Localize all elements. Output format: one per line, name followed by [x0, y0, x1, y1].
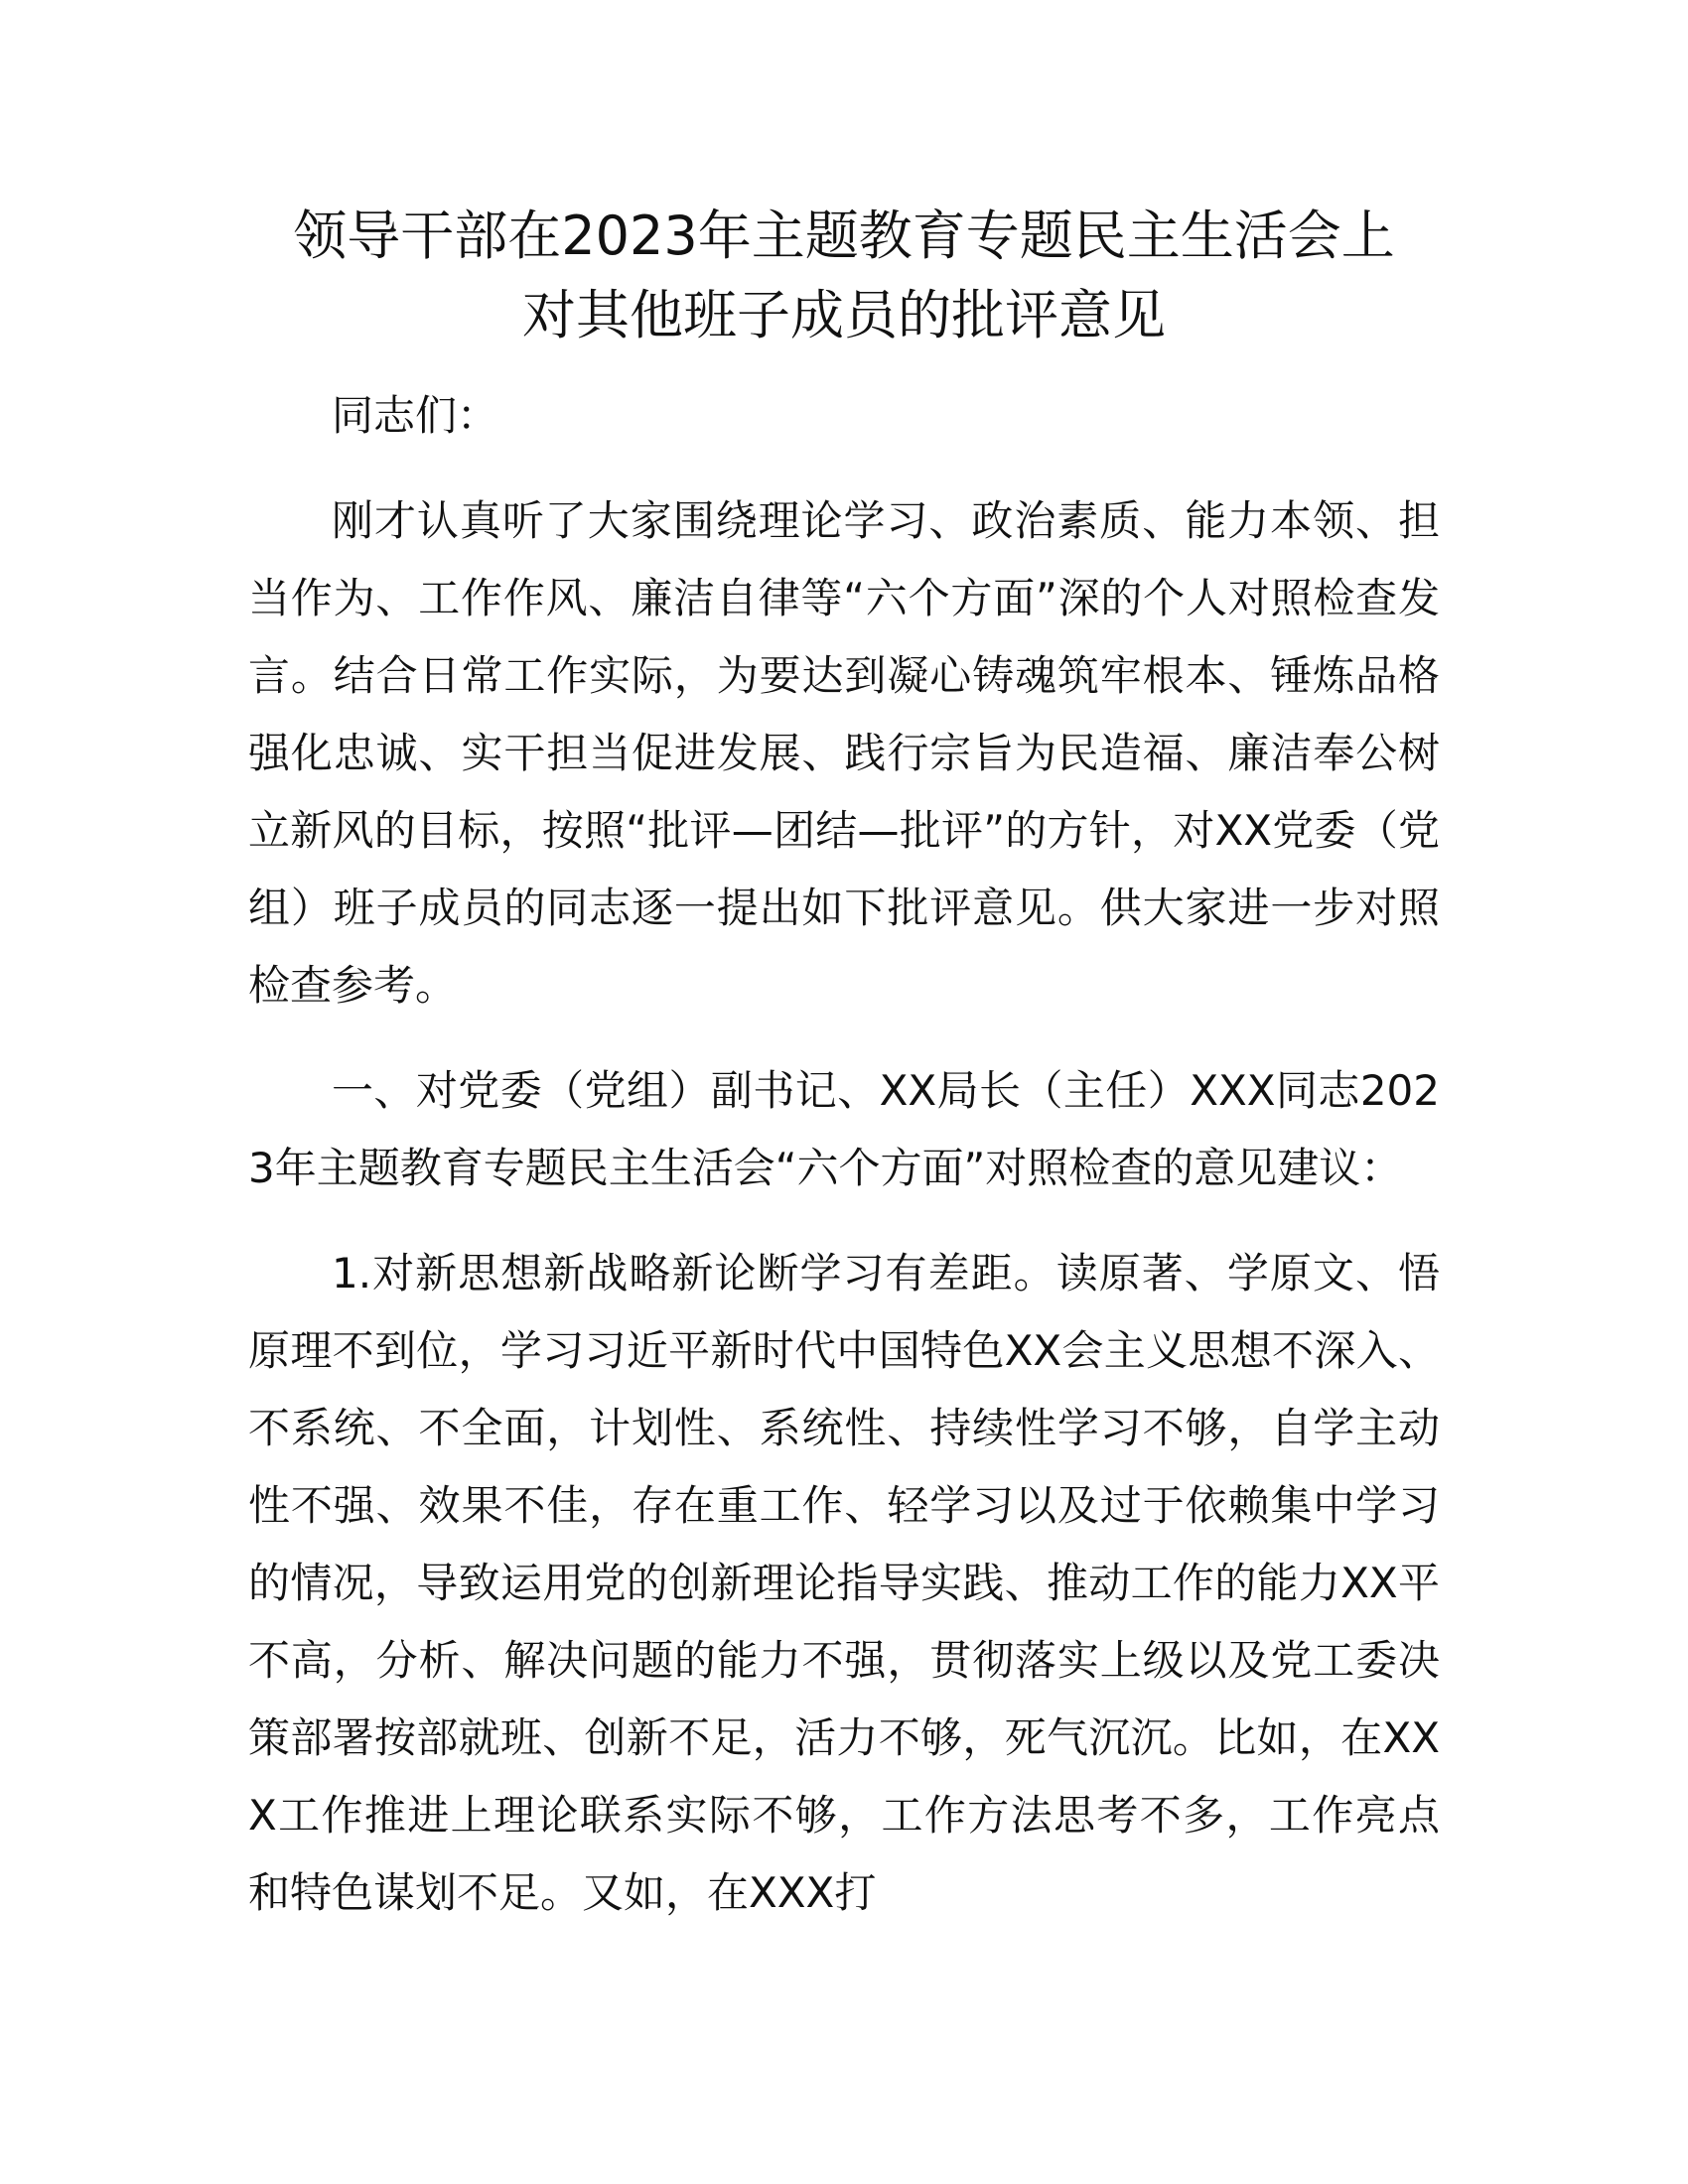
- paragraph-section-heading: 一、对党委（党组）副书记、XX局长（主任）XXX同志2023年主题教育专题民主生活会“六个方面”对照检查的意见建议：: [248, 1066, 1440, 1192]
- paragraph-intro: 刚才认真听了大家围绕理论学习、政治素质、能力本领、担当作为、工作作风、廉洁自律等“六个方面”深的个人对照检查发言。结合日常工作实际，为要达到凝心铸魂筑牢根本、锤炼品格强化忠诚、实干担当促进发展、践行宗旨为民造福、廉洁奉公树立新风的目标，按照“批评—团结—批评”的方针，对XX党委（党组）班子成员的同志逐一提出如下批评意见。供大家进一步对照检查参考。: [248, 496, 1440, 1010]
- title-line-1: 领导干部在2023年主题教育专题民主生活会上: [293, 205, 1395, 267]
- document-title: [199, 197, 1489, 355]
- paragraph-item-1: 1.对新思想新战略新论断学习有差距。读原著、学原文、悟原理不到位，学习习近平新时代中国特色XX会主义思想不深入、不系统、不全面，计划性、系统性、持续性学习不够，自学主动性不强、效果不佳，存在重工作、轻学习以及过于依赖集中学习的情况，导致运用党的创新理论指导实践、推动工作的能力XX平不高，分析、解决问题的能力不强，贯彻落实上级以及党工委决策部署按部就班、创新不足，活力不够，死气沉沉。比如，在XXX工作推进上理论联系实际不够，工作方法思考不多，工作亮点和特色谋划不足。又如，在XXX打: [248, 1249, 1440, 1917]
- greeting: 同志们：: [332, 391, 499, 440]
- title-line-2: 对其他班子成员的批评意见: [522, 284, 1166, 346]
- document-body: [248, 377, 1440, 1932]
